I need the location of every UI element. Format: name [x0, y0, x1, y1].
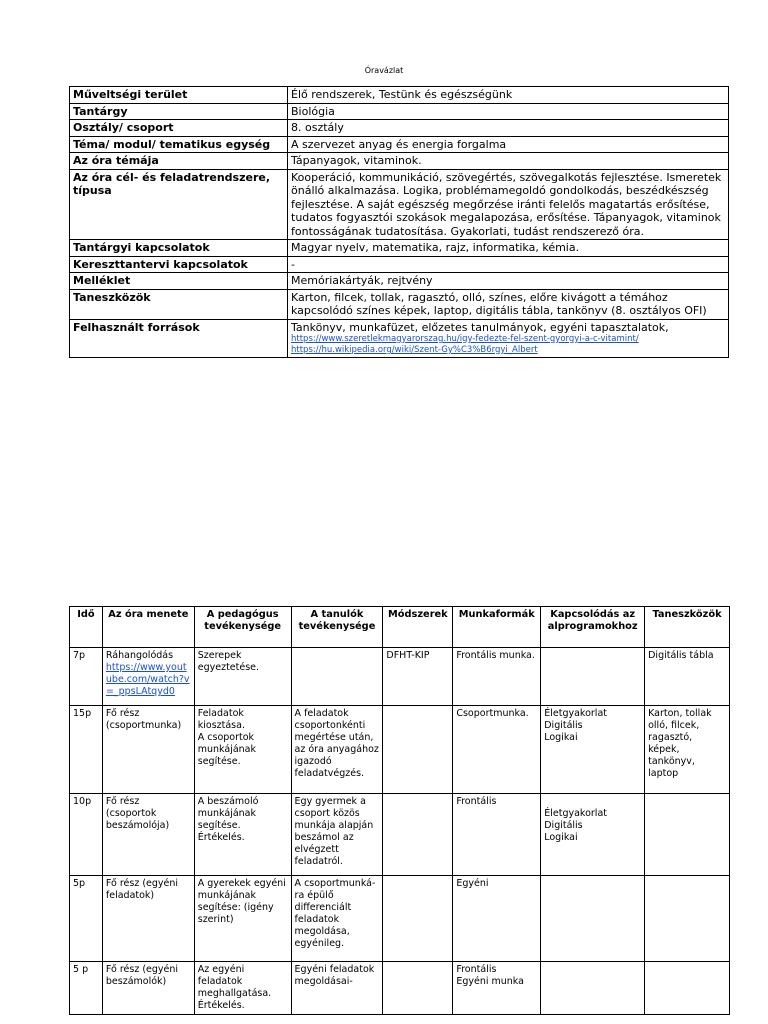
- plan-cell-taneszkozok: [645, 962, 730, 1015]
- info-value-text: Tankönyv, munkafüzet, előzetes tanulmányok, egyéni tapasztalatok,: [291, 320, 669, 334]
- plan-cell-pedagogus: [194, 706, 291, 794]
- lesson-info-table: [69, 86, 729, 358]
- plan-cell-text: Egyéni: [456, 878, 489, 889]
- info-row: [70, 136, 729, 153]
- plan-cell-taneszkozok: [645, 794, 730, 876]
- info-label: Osztály/ csoport: [70, 120, 288, 137]
- plan-cell-text: Életgyakorlat Digitális Logikai: [544, 708, 607, 743]
- info-label: Téma/ modul/ tematikus egység: [70, 136, 288, 153]
- info-value-text: A szervezet anyag és energia forgalma: [291, 137, 507, 151]
- plan-row: [70, 706, 730, 794]
- info-label: Taneszközök: [70, 289, 288, 319]
- info-label: Az óra cél- és feladatrendszere, típusa: [70, 169, 288, 240]
- plan-cell-text: A csoportmunká-ra épülő differenciált feladatok megoldása, egyénileg.: [294, 878, 376, 949]
- plan-cell-kapcsolodas: [541, 962, 645, 1015]
- plan-cell-text: 5 p: [73, 964, 89, 975]
- column-header: Munkaformák: [453, 607, 541, 648]
- plan-cell-ido: [70, 876, 103, 962]
- plan-cell-text: Csoportmunka.: [456, 708, 529, 719]
- info-value: [288, 256, 729, 273]
- plan-cell-text: Egyéni feladatok megoldásai-: [294, 964, 375, 987]
- plan-cell-munkaformak: [453, 962, 541, 1015]
- plan-cell-menete: [102, 648, 194, 706]
- plan-cell-text: Az egyéni feladatok meghallgatása. Értékelés.: [197, 964, 272, 1011]
- plan-cell-text: A beszámoló munkájának segítése. Értékelés.: [197, 796, 259, 843]
- plan-cell-menete: [102, 876, 194, 962]
- plan-cell-text: Digitális tábla: [648, 650, 714, 661]
- plan-cell-text: Fő rész (csoportmunka): [105, 708, 182, 731]
- plan-cell-munkaformak: [453, 648, 541, 706]
- plan-cell-modszerek: [383, 794, 453, 876]
- info-row: [70, 153, 729, 170]
- plan-cell-text: Fő rész (egyéni feladatok): [105, 878, 179, 901]
- plan-cell-munkaformak: [453, 876, 541, 962]
- info-value: [288, 169, 729, 240]
- info-value: [288, 289, 729, 319]
- info-row: [70, 87, 729, 104]
- source-link[interactable]: https://hu.wikipedia.org/wiki/Szent-Gy%C3%B6rgyi_Albert: [291, 345, 538, 355]
- info-row: [70, 240, 729, 257]
- plan-cell-text: Ráhangolódás: [105, 650, 174, 661]
- column-header: Módszerek: [383, 607, 453, 648]
- plan-cell-text: 5p: [73, 878, 86, 889]
- info-label: Melléklet: [70, 273, 288, 290]
- plan-cell-text: Életgyakorlat Digitális Logikai: [544, 808, 607, 843]
- plan-cell-pedagogus: [194, 794, 291, 876]
- plan-cell-kapcsolodas: [541, 794, 645, 876]
- info-label: Tantárgyi kapcsolatok: [70, 240, 288, 257]
- plan-cell-taneszkozok: [645, 876, 730, 962]
- info-value-text: Magyar nyelv, matematika, rajz, informatika, kémia.: [291, 241, 580, 254]
- plan-cell-text: Szerepek egyeztetése.: [197, 650, 260, 673]
- plan-cell-text: A feladatok csoportonkénti megértése után, az óra anyagához igazodó feladatvégzés.: [294, 708, 379, 779]
- plan-cell-pedagogus: [194, 876, 291, 962]
- info-value-text: Kooperáció, kommunikáció, szövegértés, szövegalkotás fejlesztése. Ismeretek önálló alkalmazása. Logika, problémamegoldó gondolkodás, beszédkészség fejlesztése. A saját egészség megőrzése iránti felelős magatartás erősítése, tudatos fogyasztói szokások megalapozása, erősítése. Tápanyagok, vitaminok fontosságának tudatosítása. Gyakorlati, tudást rendszerező óra.: [291, 170, 722, 238]
- plan-cell-ido: [70, 794, 103, 876]
- plan-cell-text: Egy gyermek a csoport közös munkája alapján beszámol az elvégzett feladatról.: [294, 796, 374, 867]
- info-value: [288, 103, 729, 120]
- plan-cell-text: DFHT-KIP: [386, 650, 430, 661]
- info-value-text: Biológia: [291, 104, 335, 118]
- plan-cell-modszerek: [383, 962, 453, 1015]
- plan-cell-menete: [102, 706, 194, 794]
- plan-row: [70, 876, 730, 962]
- plan-cell-ido: [70, 962, 103, 1015]
- info-label: Tantárgy: [70, 103, 288, 120]
- column-header: Kapcsolódás az alprogramokhoz: [541, 607, 645, 648]
- plan-cell-text: Fő rész (egyéni beszámolók): [105, 964, 179, 987]
- info-label: Az óra témája: [70, 153, 288, 170]
- plan-cell-tanulok: [291, 876, 383, 962]
- info-value: [288, 319, 729, 358]
- info-value-text: Memóriakártyák, rejtvény: [291, 274, 433, 287]
- plan-cell-ido: [70, 648, 103, 706]
- column-header: A pedagógus tevékenysége: [194, 607, 291, 648]
- plan-cell-modszerek: [383, 648, 453, 706]
- info-value: [288, 87, 729, 104]
- info-value-text: 8. osztály: [291, 121, 344, 134]
- plan-cell-munkaformak: [453, 794, 541, 876]
- info-row: [70, 289, 729, 319]
- plan-cell-kapcsolodas: [541, 876, 645, 962]
- plan-row: [70, 962, 730, 1015]
- plan-cell-pedagogus: [194, 648, 291, 706]
- info-value-text: -: [291, 257, 295, 271]
- info-value: [288, 240, 729, 257]
- info-label: Felhasznált források: [70, 319, 288, 358]
- info-value: [288, 120, 729, 137]
- plan-cell-kapcsolodas: [541, 706, 645, 794]
- plan-cell-tanulok: [291, 706, 383, 794]
- plan-cell-modszerek: [383, 706, 453, 794]
- source-link[interactable]: https://www.szeretlekmagyarorszag.hu/igy-fedezte-fel-szent-gyorgyi-a-c-vitamint/: [291, 334, 639, 344]
- plan-cell-ido: [70, 706, 103, 794]
- plan-cell-taneszkozok: [645, 706, 730, 794]
- plan-cell-menete: [102, 962, 194, 1015]
- plan-cell-text: Feladatok kiosztása. A csoportok munkájának segítése.: [197, 708, 257, 767]
- info-row: [70, 273, 729, 290]
- column-header: A tanulók tevékenysége: [291, 607, 383, 648]
- info-label: Műveltségi terület: [70, 87, 288, 104]
- plan-cell-kapcsolodas: [541, 648, 645, 706]
- plan-cell-text: Karton, tollak olló, filcek, ragasztó, képek, tankönyv, laptop: [648, 708, 712, 779]
- column-header: Taneszközök: [645, 607, 730, 648]
- plan-cell-tanulok: [291, 962, 383, 1015]
- lesson-plan-table: [69, 606, 730, 1015]
- info-row: [70, 256, 729, 273]
- info-row: [70, 103, 729, 120]
- page-title: Óravázlat: [364, 66, 404, 75]
- column-header: Az óra menete: [102, 607, 194, 648]
- info-value-text: Tápanyagok, vitaminok.: [291, 154, 422, 167]
- plan-cell-pedagogus: [194, 962, 291, 1015]
- info-label: Kereszttantervi kapcsolatok: [70, 256, 288, 273]
- info-value: [288, 273, 729, 290]
- plan-cell-text: Frontális: [456, 796, 497, 807]
- plan-cell-modszerek: [383, 876, 453, 962]
- plan-cell-text: Frontális munka.: [456, 650, 535, 661]
- plan-cell-text: A gyerekek egyéni munkájának segítése: (igény szerint): [197, 878, 286, 925]
- info-row: [70, 120, 729, 137]
- plan-cell-text: Frontális Egyéni munka: [456, 964, 524, 987]
- info-row: [70, 319, 729, 358]
- plan-cell-text: 15p: [73, 708, 92, 719]
- info-row: [70, 169, 729, 240]
- plan-cell-text: 7p: [73, 650, 86, 661]
- info-value-text: Karton, filcek, tollak, ragasztó, olló, színes, előre kivágott a témához kapcsolódó színes képek, laptop, digitális tábla, tankönyv (8. osztályos OFI): [291, 290, 707, 317]
- video-link[interactable]: https://www.youtube.com/watch?v=_ppsLAtqyd0: [105, 662, 190, 697]
- column-header: Idő: [70, 607, 103, 648]
- plan-cell-text: Fő rész (csoportok beszámolója): [105, 796, 170, 831]
- plan-cell-menete: [102, 794, 194, 876]
- plan-cell-tanulok: [291, 648, 383, 706]
- plan-cell-munkaformak: [453, 706, 541, 794]
- info-value: [288, 136, 729, 153]
- plan-cell-taneszkozok: [645, 648, 730, 706]
- info-value-text: Élő rendszerek, Testünk és egészségünk: [291, 88, 513, 101]
- info-value: [288, 153, 729, 170]
- plan-cell-text: 10p: [73, 796, 92, 807]
- plan-row: [70, 794, 730, 876]
- plan-cell-tanulok: [291, 794, 383, 876]
- plan-row: [70, 648, 730, 706]
